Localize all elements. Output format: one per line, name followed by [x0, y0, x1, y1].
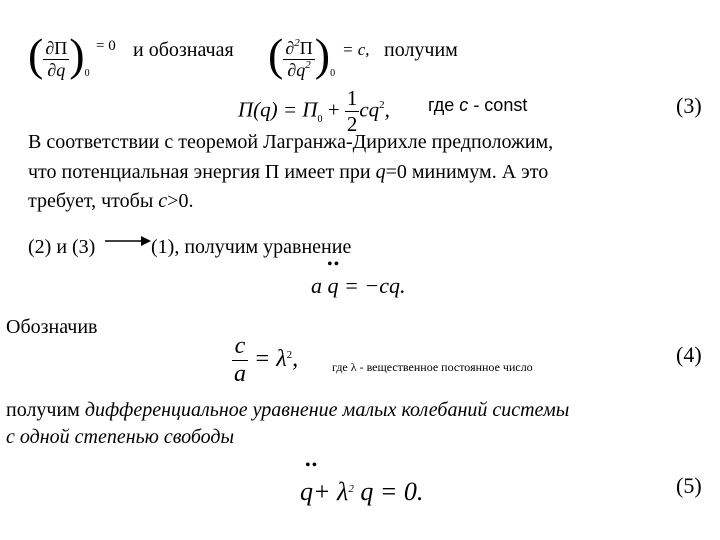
- paragraph-line-2: что потенциальная энергия П имеет при q=0 минимум. А это: [28, 161, 549, 183]
- and-denoting-text: и обозначая: [133, 39, 234, 61]
- equation-5: $q+ \lambda^2$ q = 0.: [300, 477, 424, 506]
- eq-c: = c,: [342, 40, 370, 59]
- equation-number-5: (5): [676, 473, 702, 498]
- equation-5-dots: ••: [305, 457, 319, 474]
- equation-number-4: (4): [676, 342, 702, 367]
- implies-arrow-icon: [103, 235, 153, 249]
- second-derivative-dots: ••: [327, 256, 341, 273]
- arrow-line-right: (1), получим уравнение: [151, 236, 352, 258]
- we-get-text: получим: [384, 39, 458, 61]
- condition-second-derivative: ( $\frac{\partial^2\Pi}{\partial q^2}$ )$_0$: [268, 29, 336, 81]
- paragraph-2-line-1: получим дифференциальное уравнение малых колебаний системы: [6, 399, 570, 421]
- denoting-label: Обозначив: [6, 316, 98, 338]
- arrow-line-left: (2) и (3): [28, 236, 96, 258]
- equation-4-note: где λ - вещественное постоянное число: [332, 360, 533, 374]
- equation-4: $\frac{c}{a}$ = $\lambda^2$,: [234, 333, 299, 387]
- equation-number-3: (3): [676, 93, 702, 118]
- paragraph-line-3: требует, чтобы c>0.: [28, 190, 194, 212]
- condition-first-derivative: ( $\frac{\partial\Pi}{\partial q}$ )$_0$: [28, 29, 90, 81]
- paragraph-line-1: В соответствии с теоремой Лагранжа-Дирихле предположим,: [28, 131, 554, 153]
- equation-3-where: где c - const: [428, 95, 528, 115]
- paragraph-2-line-2: с одной степенью свободы: [6, 426, 235, 448]
- equation-3: $\Pi(q) = \Pi_0$ + $\frac{1}{2}$ $cq^2$,: [238, 86, 390, 136]
- equation-of-motion: a q = −cq.: [311, 273, 406, 298]
- eq-zero: = 0: [96, 38, 116, 54]
